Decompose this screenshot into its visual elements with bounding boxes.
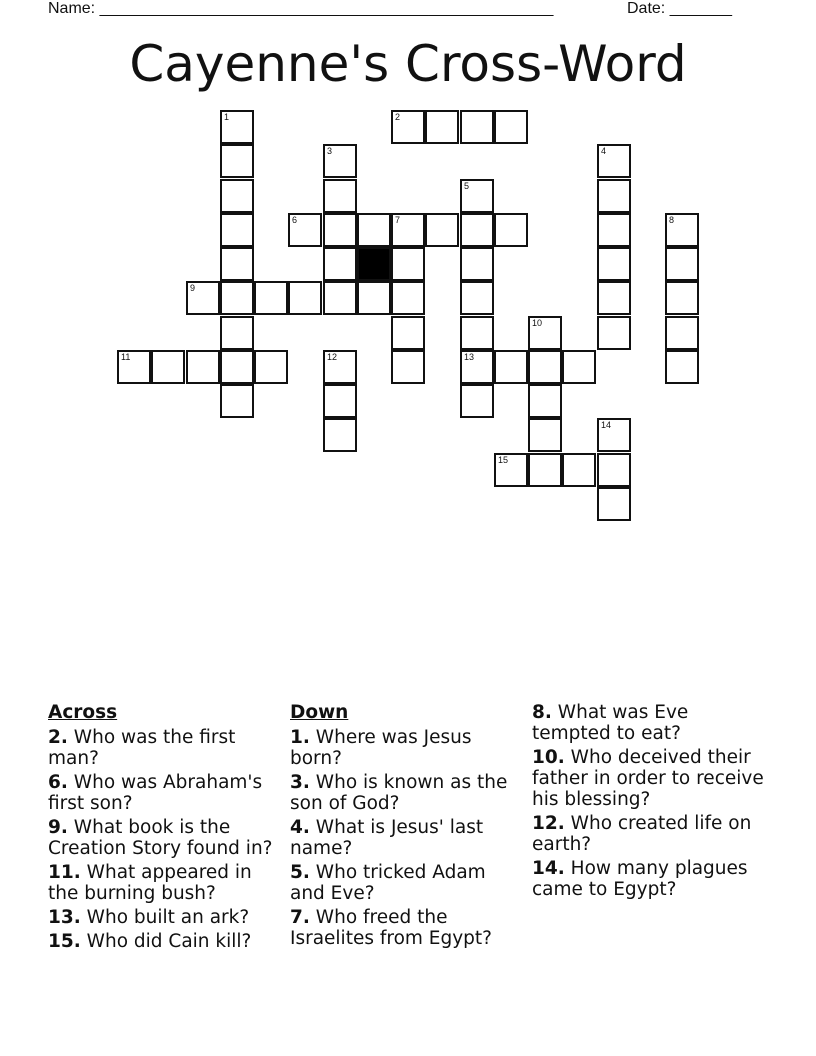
grid-cell[interactable] xyxy=(460,247,494,281)
clue-number: 14 xyxy=(601,420,612,430)
clues-column-2 xyxy=(290,702,526,952)
grid-cell[interactable] xyxy=(528,453,562,487)
grid-cell[interactable] xyxy=(391,247,425,281)
grid-cell[interactable] xyxy=(460,350,494,384)
grid-cell[interactable] xyxy=(323,384,357,418)
grid-cell[interactable] xyxy=(357,281,391,315)
grid-cell[interactable] xyxy=(494,350,528,384)
down-clue: 10. Who deceived their father in order to receive his blessing? xyxy=(532,747,764,810)
page-title: Cayenne's Cross-Word xyxy=(129,35,687,93)
grid-cell[interactable] xyxy=(220,110,254,144)
down-clue: 5. Who tricked Adam and Eve? xyxy=(290,862,486,904)
grid-cell[interactable] xyxy=(528,316,562,350)
clues-column-1 xyxy=(48,702,284,955)
clue-number: 11 xyxy=(121,352,131,362)
grid-cell[interactable] xyxy=(323,247,357,281)
grid-cell[interactable] xyxy=(323,418,357,452)
grid-cell[interactable] xyxy=(597,281,631,315)
grid-cell[interactable] xyxy=(323,213,357,247)
clue-number: 6 xyxy=(292,215,298,225)
grid-cell[interactable] xyxy=(220,384,254,418)
grid-cell[interactable] xyxy=(425,110,459,144)
grid-cell[interactable] xyxy=(254,350,288,384)
clue-number: 8 xyxy=(669,215,675,225)
grid-cell[interactable] xyxy=(323,179,357,213)
clue-number: 1 xyxy=(224,112,230,122)
grid-cell[interactable] xyxy=(665,281,699,315)
grid-cell[interactable] xyxy=(665,316,699,350)
grid-cell[interactable] xyxy=(460,281,494,315)
grid-cell[interactable] xyxy=(323,281,357,315)
down-clue: 14. How many plagues came to Egypt? xyxy=(532,858,748,900)
grid-cell[interactable] xyxy=(425,213,459,247)
clue-number: 4 xyxy=(601,146,607,156)
date-field-label: Date: _______ xyxy=(627,0,732,17)
clue-number: 10 xyxy=(532,318,543,328)
across-clue: 15. Who did Cain kill? xyxy=(48,931,252,952)
grid-cell[interactable] xyxy=(391,110,425,144)
grid-block-cell xyxy=(357,247,391,281)
across-clue: 13. Who built an ark? xyxy=(48,907,250,928)
grid-cell[interactable] xyxy=(597,179,631,213)
clue-number: 2 xyxy=(395,112,401,122)
grid-cell[interactable] xyxy=(186,281,220,315)
grid-cell[interactable] xyxy=(117,350,151,384)
down-clue: 8. What was Eve tempted to eat? xyxy=(532,702,689,744)
across-clue: 6. Who was Abraham's first son? xyxy=(48,772,263,814)
grid-cell[interactable] xyxy=(597,418,631,452)
grid-cell[interactable] xyxy=(391,281,425,315)
clue-number: 3 xyxy=(327,146,333,156)
grid-cell[interactable] xyxy=(220,316,254,350)
grid-cell[interactable] xyxy=(254,281,288,315)
grid-cell[interactable] xyxy=(288,281,322,315)
grid-cell[interactable] xyxy=(357,213,391,247)
grid-cell[interactable] xyxy=(323,144,357,178)
down-clue: 4. What is Jesus' last name? xyxy=(290,817,484,859)
grid-cell[interactable] xyxy=(220,213,254,247)
grid-cell[interactable] xyxy=(597,213,631,247)
clue-number: 5 xyxy=(464,181,470,191)
grid-cell[interactable] xyxy=(288,213,322,247)
grid-cell[interactable] xyxy=(220,350,254,384)
grid-cell[interactable] xyxy=(597,144,631,178)
down-clue: 1. Where was Jesus born? xyxy=(290,727,472,769)
clue-number: 13 xyxy=(464,352,475,362)
grid-cell[interactable] xyxy=(460,179,494,213)
clue-number: 15 xyxy=(498,455,509,465)
grid-cell[interactable] xyxy=(460,110,494,144)
grid-cell[interactable] xyxy=(494,453,528,487)
grid-cell[interactable] xyxy=(597,487,631,521)
grid-cell[interactable] xyxy=(460,213,494,247)
grid-cell[interactable] xyxy=(391,350,425,384)
grid-cell[interactable] xyxy=(528,418,562,452)
grid-cell[interactable] xyxy=(460,316,494,350)
grid-cell[interactable] xyxy=(460,384,494,418)
grid-cell[interactable] xyxy=(665,350,699,384)
grid-cell[interactable] xyxy=(665,213,699,247)
grid-cell[interactable] xyxy=(220,144,254,178)
grid-cell[interactable] xyxy=(597,453,631,487)
grid-cell[interactable] xyxy=(220,179,254,213)
grid-cell[interactable] xyxy=(562,350,596,384)
down-clue: 7. Who freed the Israelites from Egypt? xyxy=(290,907,492,949)
grid-cell[interactable] xyxy=(220,281,254,315)
grid-cell[interactable] xyxy=(528,384,562,418)
grid-cell[interactable] xyxy=(665,247,699,281)
grid-cell[interactable] xyxy=(494,213,528,247)
grid-cell[interactable] xyxy=(391,316,425,350)
clues-column-3 xyxy=(532,702,768,903)
clue-number: 9 xyxy=(190,283,196,293)
down-clue: 12. Who created life on earth? xyxy=(532,813,752,855)
across-clue: 9. What book is the Creation Story found in? xyxy=(48,817,273,859)
grid-cell[interactable] xyxy=(323,350,357,384)
clue-number: 7 xyxy=(395,215,401,225)
across-clue: 11. What appeared in the burning bush? xyxy=(48,862,252,904)
grid-cell[interactable] xyxy=(151,350,185,384)
grid-cell[interactable] xyxy=(597,247,631,281)
grid-cell[interactable] xyxy=(562,453,596,487)
down-heading: Down xyxy=(290,702,349,723)
grid-cell[interactable] xyxy=(220,247,254,281)
name-field-label: Name: ___________________________________________________ xyxy=(48,0,554,17)
across-clue: 2. Who was the first man? xyxy=(48,727,236,769)
grid-cell[interactable] xyxy=(597,316,631,350)
grid-cell[interactable] xyxy=(528,350,562,384)
grid-cell[interactable] xyxy=(494,110,528,144)
down-clue: 3. Who is known as the son of God? xyxy=(290,772,508,814)
grid-cell[interactable] xyxy=(391,213,425,247)
grid-cell[interactable] xyxy=(186,350,220,384)
across-heading: Across xyxy=(48,702,118,723)
clue-number: 12 xyxy=(327,352,338,362)
